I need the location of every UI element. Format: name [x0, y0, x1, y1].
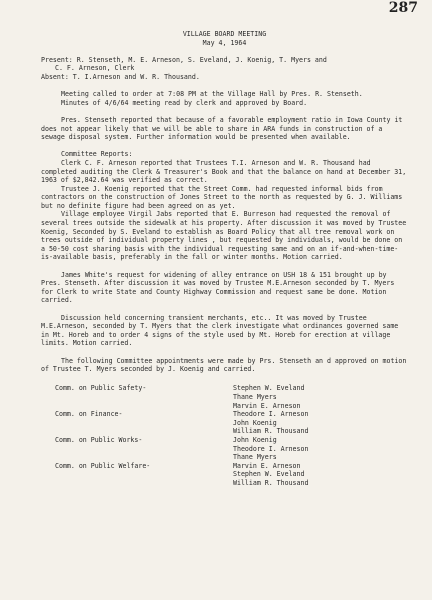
- minutes-approval-paragraph: Minutes of 4/6/64 meeting read by clerk and approved by Board.: [61, 98, 308, 107]
- page-number: 287: [388, 0, 418, 16]
- committee-list: [41, 384, 408, 487]
- call-to-order-paragraph: Meeting called to order at 7:08 PM at the Village Hall by Pres. R. Stenseth.: [61, 90, 363, 99]
- committee-entry: [41, 384, 408, 410]
- committee-member: William R. Thousand: [233, 427, 309, 436]
- meeting-date: May 4, 1964: [202, 38, 247, 47]
- tree-removal-paragraph: Village employee Virgil Jabs reported that E. Burreson had requested the removal of several trees outside the sidewalk at his property. After discussion it was moved by Trustee Koenig, Seconded by S. Eveland to establish as Board Policy that all tree removal work on trees outside of individual property lines , but requested by individuals, would be done on a 50-50 cost sharing basis with the individual requesting same and on an if-and-when-time-is-available basis, preferably in the fall or winter months. Motion carried.: [41, 210, 411, 262]
- committee-member: Marvin E. Arneson: [233, 401, 301, 410]
- document-title: VILLAGE BOARD MEETING: [182, 30, 267, 38]
- committee-members: [233, 384, 304, 410]
- clerk-report-paragraph: Clerk C. F. Arneson reported that Trustees T.I. Arneson and W. R. Thousand had completed auditing the Clerk & Treasurer's Book and that the balance on hand at December 31, 1963 of $2,842.64 was verified as correct.: [41, 158, 411, 185]
- committee-appointments-paragraph: The following Committee appointments were made by Prs. Stenseth an d approved on motion of Trustee T. Myers seconded by J. Koenig and carried.: [41, 356, 411, 374]
- committee-members: [233, 436, 308, 462]
- committee-members: [233, 410, 308, 436]
- street-comm-paragraph: Trustee J. Koenig reported that the Street Comm. had requested informal bids from contractors on the construction of Jones Street to the north as requested by G. J. Williams but no definite figure had been agreed on as yet.: [41, 184, 407, 210]
- committee-member: John Koenig: [233, 435, 277, 444]
- present-line-continued: C. F. Arneson, Clerk: [55, 64, 135, 73]
- committee-member: Thane Myers: [233, 453, 277, 462]
- alley-entrance-paragraph: James White's request for widening of alley entrance on USH 18 & 151 brought up by Pres. Stenseth. After discussion it was moved by Trustee M.E.Arneson seconded by T. Myers for Clerk to write State and County Highway Commission and request same be done. Motion carried.: [41, 270, 399, 305]
- committee-member: Stephen W. Eveland: [233, 470, 305, 479]
- committee-member: Theodore I. Arneson: [233, 410, 309, 419]
- committee-name: Comm. on Public Welfare-: [55, 461, 151, 470]
- committee-member: John Koenig: [233, 418, 277, 427]
- committee-reports-heading: Committee Reports:: [61, 150, 133, 159]
- committee-entry: [41, 410, 408, 436]
- committee-members: [233, 462, 308, 488]
- absent-line: Absent: T. I.Arneson and W. R. Thousand.: [41, 72, 200, 81]
- committee-member: William R. Thousand: [233, 478, 309, 487]
- committee-member: Stephen W. Eveland: [233, 384, 305, 393]
- committee-member: Theodore I. Arneson: [233, 444, 309, 453]
- committee-name: Comm. on Public Safety-: [55, 384, 147, 393]
- committee-entry: [41, 436, 408, 462]
- committee-name: Comm. on Public Works-: [55, 435, 143, 444]
- transient-merchants-paragraph: Discussion held concerning transient merchants, etc.. It was moved by Trustee M.E.Arneson, seconded by T. Myers that the clerk investigate what ordinances governed same in Mt. Horeb and to order 4 signs of the style used by Mt. Horeb for erection at village limits. Motion carried.: [41, 313, 403, 348]
- committee-name: Comm. on Finance-: [55, 410, 123, 419]
- present-line: Present: R. Stenseth, M. E. Arneson, S. Eveland, J. Koenig, T. Myers and: [41, 55, 327, 64]
- employment-ratio-paragraph: Pres. Stenseth reported that because of a favorable employment ratio in Iowa County it does not appear likely that we will be able to share in ARA funds in construction of a sewage disposal system. Further information would be presented when available.: [41, 115, 407, 142]
- committee-member: Thane Myers: [233, 392, 277, 401]
- committee-member: Marvin E. Arneson: [233, 461, 301, 470]
- committee-entry: [41, 462, 408, 488]
